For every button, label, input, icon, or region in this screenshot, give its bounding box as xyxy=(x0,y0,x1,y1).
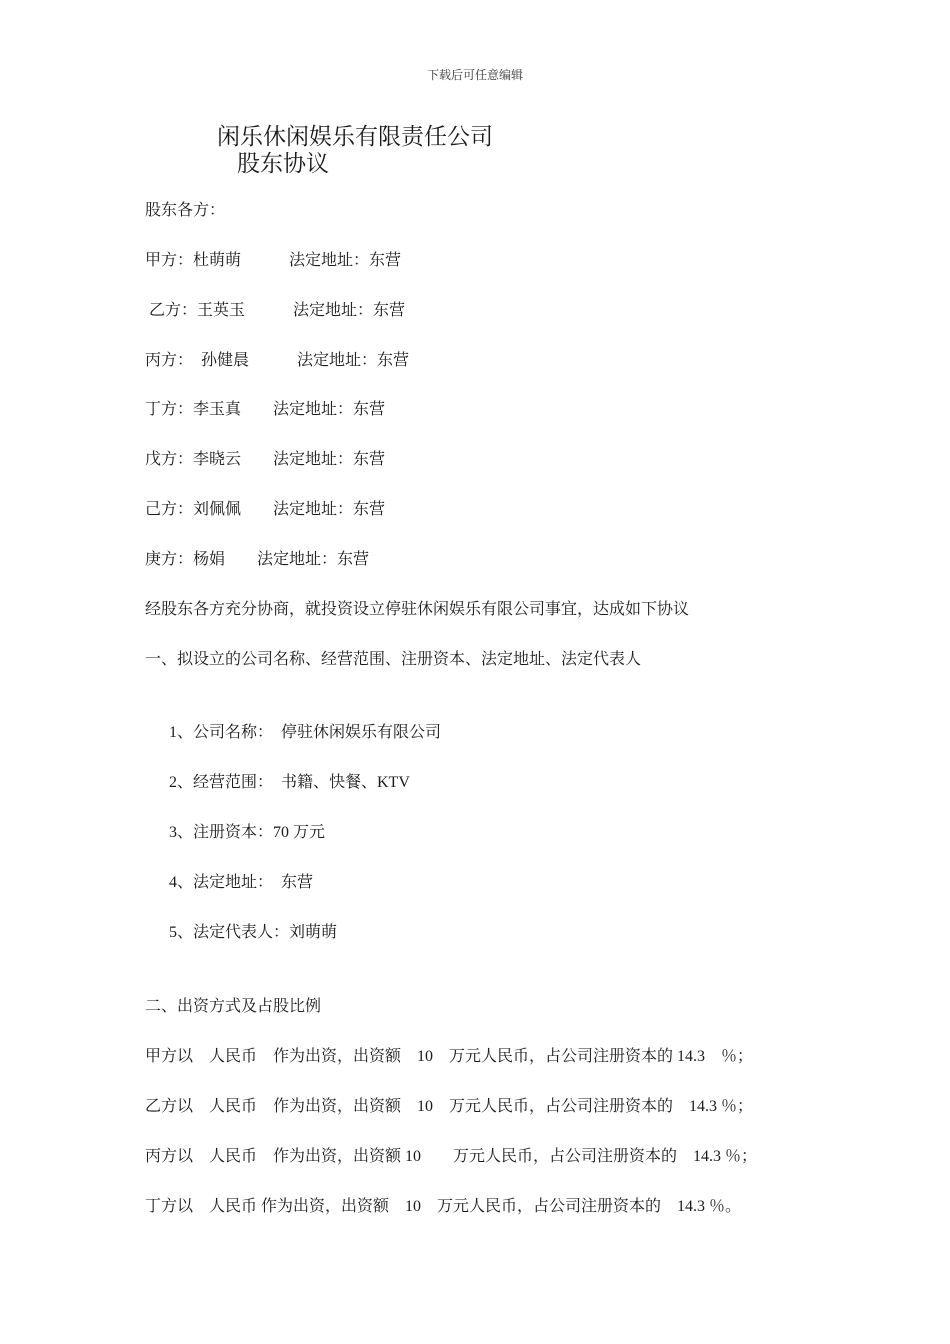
download-note: 下载后可任意编辑 xyxy=(426,68,523,82)
contribution-line: 乙方以 人民币 作为出资，出资额 10 万元人民币，占公司注册资本的 14.3 ％； xyxy=(145,1098,754,1115)
contribution-line: 甲方以 人民币 作为出资，出资额 10 万元人民币，占公司注册资本的 14.3 ％； xyxy=(145,1048,754,1065)
party-line: 戊方：李晓云 法定地址：东营 xyxy=(145,451,386,468)
party-line: 丙方： 孙健晨 法定地址：东营 xyxy=(145,352,410,369)
section-1-item: 5、法定代表人：刘萌萌 xyxy=(169,924,338,941)
preamble: 经股东各方充分协商，就投资设立停驻休闲娱乐有限公司事宜，达成如下协议 xyxy=(145,601,690,618)
parties-heading: 股东各方： xyxy=(145,202,226,219)
contribution-line: 丙方以 人民币 作为出资，出资额 10 万元人民币，占公司注册资本的 14.3 ％； xyxy=(145,1148,758,1165)
section-1-item: 3、注册资本：70 万元 xyxy=(169,824,326,841)
party-line: 庚方：杨娟 法定地址：东营 xyxy=(145,551,370,568)
section-1-item: 1、公司名称： 停驻休闲娱乐有限公司 xyxy=(169,724,442,741)
section-1-item: 2、经营范围： 书籍、快餐、KTV xyxy=(169,774,410,791)
company-title: 闲乐休闲娱乐有限责任公司 xyxy=(217,124,493,149)
contribution-line: 丁方以 人民币 作为出资，出资额 10 万元人民币，占公司注册资本的 14.3 ％。 xyxy=(145,1198,742,1215)
party-line: 乙方：王英玉 法定地址：东营 xyxy=(145,302,406,319)
party-line: 丁方：李玉真 法定地址：东营 xyxy=(145,401,386,418)
section-1-item: 4、法定地址： 东营 xyxy=(169,874,314,891)
section-2-heading: 二、出资方式及占股比例 xyxy=(145,998,322,1015)
section-1-heading: 一、拟设立的公司名称、经营范围、注册资本、法定地址、法定代表人 xyxy=(145,651,642,668)
party-line: 甲方：杜萌萌 法定地址：东营 xyxy=(145,252,402,269)
party-line: 己方：刘佩佩 法定地址：东营 xyxy=(145,501,386,518)
document-title: 股东协议 xyxy=(237,151,329,176)
